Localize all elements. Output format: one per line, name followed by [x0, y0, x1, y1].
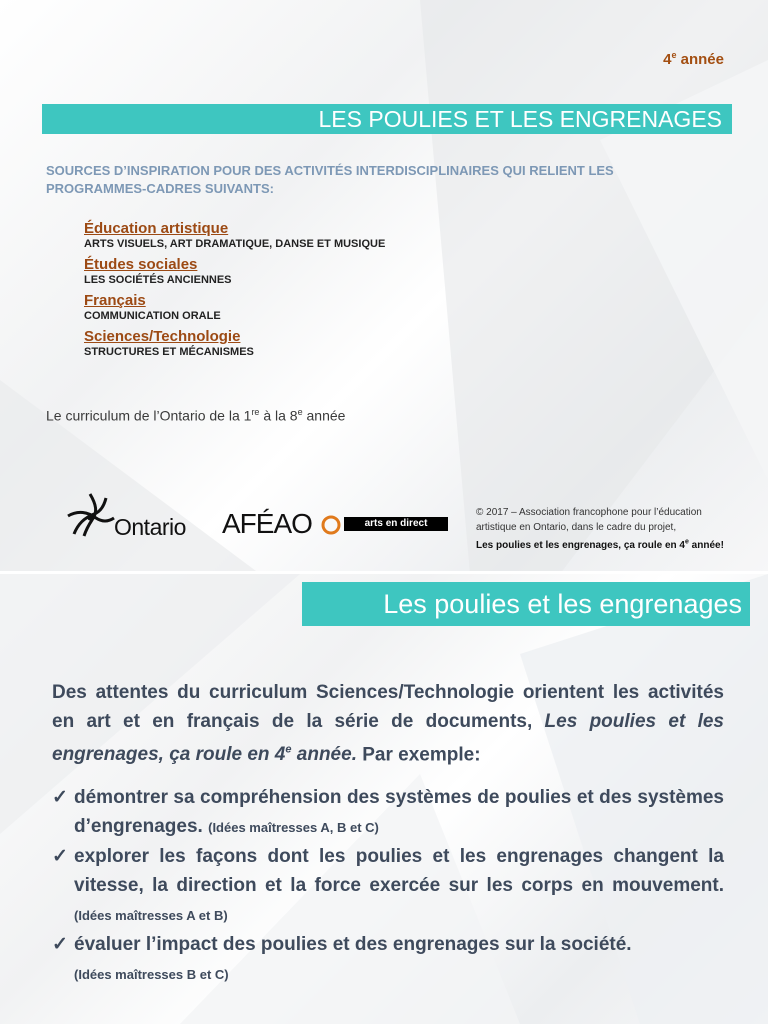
afeao-logo-text: AFÉAO — [222, 508, 312, 539]
title-banner: LES POULIES ET LES ENGRENAGES — [42, 104, 732, 134]
subject-detail-arts: ARTS VISUELS, ART DRAMATIQUE, DANSE ET MUSIQUE — [84, 238, 386, 250]
slide-2-body — [52, 678, 724, 989]
afeao-circle-icon — [320, 514, 342, 536]
subject-list — [84, 220, 385, 364]
curriculum-line: Le curriculum de l’Ontario de la 1re à la 8e année — [46, 407, 346, 424]
ontario-logo-text: Ontario — [114, 514, 186, 540]
subject-title-french: Français — [84, 292, 146, 309]
trillium-logo-icon — [62, 490, 118, 540]
logo-row — [62, 488, 452, 548]
copyright-notice: © 2017 – Association francophone pour l’éducation artistique en Ontario, dans le cadre du projet, Les poulies et les engrenages, ça roule en 4e année! — [476, 507, 724, 552]
subject-detail-science: STRUCTURES ET MÉCANISMES — [84, 346, 254, 358]
arts-en-direct-logo: arts en direct — [344, 517, 448, 531]
list-item: ✓ démontrer sa compréhension des systèmes de poulies et des systèmes d’engrenages. (Idées maîtresses A, B et C) — [52, 783, 724, 842]
subject-title-science: Sciences/Technologie — [84, 328, 241, 345]
subject-detail-french: COMMUNICATION ORALE — [84, 310, 221, 322]
subject-title-arts: Éducation artistique — [84, 220, 229, 237]
list-item: ✓ évaluer l’impact des poulies et des engrenages sur la société. (Idées maîtresses B et C) — [52, 930, 724, 989]
subject-title-social: Études sociales — [84, 256, 198, 273]
intro-text: SOURCES D’INSPIRATION POUR DES ACTIVITÉS INTERDISCIPLINAIRES QUI RELIENT LES PROGRAMMES-CADRES SUIVANTS: — [46, 163, 614, 196]
subject-detail-social: LES SOCIÉTÉS ANCIENNES — [84, 274, 232, 286]
grade-label: 4e année — [663, 50, 724, 68]
check-icon: ✓ — [52, 934, 68, 956]
check-icon: ✓ — [52, 787, 68, 809]
intro-paragraph: Des attentes du curriculum Sciences/Technologie orientent les activités en art et en français de la série de documents, Les poulies et les engrenages, ça roule en 4e année. Par exemple: — [52, 682, 724, 766]
expectation-list — [52, 783, 724, 989]
slide-2 — [0, 574, 768, 1024]
list-item: ✓ explorer les façons dont les poulies et les engrenages changent la vitesse, la direction et la force exercée sur les corps en mouvement. (Idées maîtresses A et B) — [52, 842, 724, 930]
check-icon: ✓ — [52, 846, 68, 868]
title-banner-2: Les poulies et les engrenages — [302, 582, 750, 626]
